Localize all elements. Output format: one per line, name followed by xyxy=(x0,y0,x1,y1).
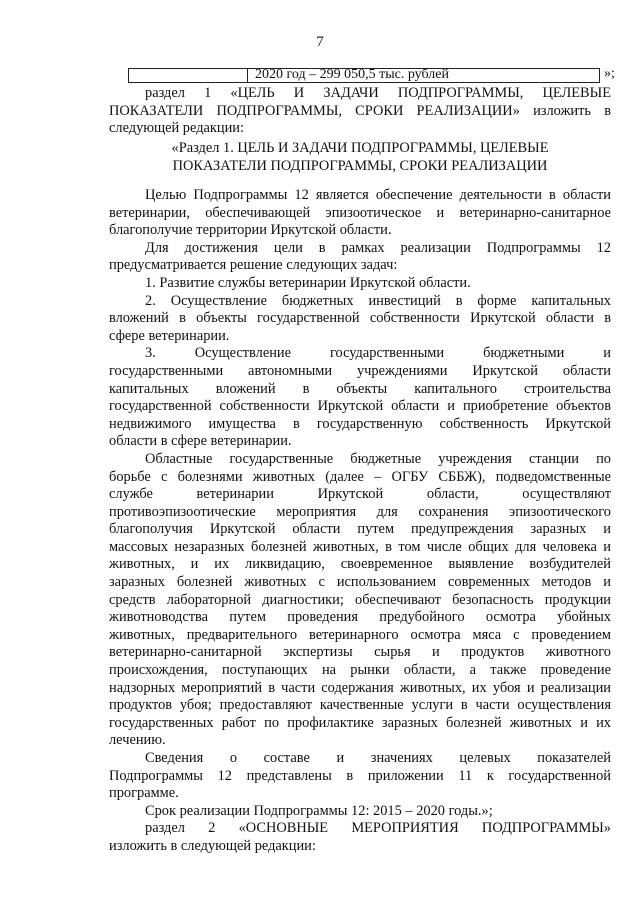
table-row-fragment xyxy=(128,68,600,83)
paragraph-line: борьбе с болезнями животных (далее – ОГБУ СББЖ), подведомственные xyxy=(109,468,611,485)
paragraph-line: происхождения, поступающих на рынки области, а также проведение xyxy=(109,662,611,679)
paragraph-line: Подпрограммы 12 представлены в приложении 11 к государственной xyxy=(109,767,611,784)
paragraph-line: животных, предварительного ветеринарного осмотра мяса с проведением xyxy=(109,626,611,643)
paragraph-line: заразных болезней животных с использованием современных методов и xyxy=(109,574,611,591)
paragraph-line: программе. xyxy=(109,785,179,802)
paragraph xyxy=(109,820,611,855)
paragraph-line: животноводства путем проведения предубойного осмотра убойных xyxy=(109,609,611,626)
paragraph-line: государственной собственности Иркутской области и приобретение объектов xyxy=(109,398,611,415)
paragraph-line: животных, и их ликвидацию, своевременное выявление возбудителей xyxy=(109,556,611,573)
paragraph-line: службе ветеринарии Иркутской области, осуществляют xyxy=(109,486,611,503)
heading-line: ПОКАЗАТЕЛИ ПОДПРОГРАММЫ, СРОКИ РЕАЛИЗАЦИИ xyxy=(172,158,548,174)
paragraph-line: капитальных вложений в объекты капитального строительства xyxy=(109,380,611,397)
paragraph xyxy=(109,240,611,275)
section-heading xyxy=(109,139,611,175)
paragraph-line: изложить в следующей редакции: xyxy=(109,837,316,854)
paragraph-line: массовых незаразных болезней животных, в том числе общих для человека и xyxy=(109,538,611,555)
paragraph-line: Для достижения цели в рамках реализации Подпрограммы 12 xyxy=(145,239,611,256)
paragraph-line: недвижимого имущества в государственную собственность Иркутской xyxy=(109,415,611,432)
paragraph-line: противоэпизоотические мероприятия для сохранения эпизоотического xyxy=(109,503,611,520)
paragraph-line: Сведения о составе и значениях целевых показателей xyxy=(145,750,611,766)
paragraph-line: Областные государственные бюджетные учреждения станции по xyxy=(145,450,611,467)
paragraph-line: средств лабораторной диагностики; обеспечивают безопасность продукции xyxy=(109,591,611,608)
table-row-tail: »; xyxy=(604,66,615,81)
intro-line: следующей редакции: xyxy=(109,120,244,137)
paragraph-line: 2. Осуществление бюджетных инвестиций в форме капитальных xyxy=(145,292,611,309)
heading-line: «Раздел 1. ЦЕЛЬ И ЗАДАЧИ ПОДПРОГРАММЫ, ЦЕЛЕВЫЕ xyxy=(171,140,549,156)
paragraph xyxy=(109,275,611,293)
paragraph-line: надзорных мероприятий в части содержания животных, их убоя и реализации xyxy=(109,679,611,696)
paragraph-line: вложений в объекты государственной собственности Иркутской области в xyxy=(109,310,611,327)
paragraph xyxy=(109,187,611,240)
paragraph xyxy=(109,803,611,821)
paragraph-line: раздел 2 «ОСНОВНЫЕ МЕРОПРИЯТИЯ ПОДПРОГРАММЫ» xyxy=(145,820,611,837)
paragraph-line: ветеринарно-санитарной экспертизы сырья и продуктов животного xyxy=(109,644,611,661)
paragraph-line: ветеринарии, обеспечивающей эпизоотическое и ветеринарно-санитарное xyxy=(109,204,611,221)
paragraph-line: государственными автономными учреждениями Иркутской области xyxy=(109,362,611,379)
table-cell-text: 2020 год – 299 050,5 тыс. рублей xyxy=(255,67,449,82)
paragraph-line: благополучия Иркутской области путем предупреждения заразных и xyxy=(109,521,611,538)
paragraph-line: Срок реализации Подпрограммы 12: 2015 – 2020 годы.»; xyxy=(145,802,493,819)
paragraph xyxy=(109,293,611,346)
paragraph-line: государственных работ по профилактике заразных болезней животных и их xyxy=(109,714,611,731)
paragraph-line: 3. Осуществление государственными бюджетными и xyxy=(145,345,611,362)
paragraph-line: сфере ветеринарии. xyxy=(109,327,230,344)
intro-line: ПОКАЗАТЕЛИ ПОДПРОГРАММЫ, СРОКИ РЕАЛИЗАЦИИ» изложить в xyxy=(109,102,611,119)
intro-block xyxy=(109,85,611,138)
paragraph-line: продуктов убоя; предоставляют качественные услуги в части осуществления xyxy=(109,697,611,714)
table-cell-divider xyxy=(247,69,248,82)
paragraph-line: 1. Развитие службы ветеринарии Иркутской области. xyxy=(145,274,471,291)
intro-line: раздел 1 «ЦЕЛЬ И ЗАДАЧИ ПОДПРОГРАММЫ, ЦЕЛЕВЫЕ xyxy=(145,85,611,101)
paragraph xyxy=(109,345,611,451)
paragraph-line: предусматривается решение следующих задач: xyxy=(109,257,398,274)
paragraph xyxy=(109,451,611,750)
body-text xyxy=(109,187,611,856)
paragraph-line: Целью Подпрограммы 12 является обеспечение деятельности в области xyxy=(145,187,611,203)
page-number: 7 xyxy=(316,34,324,50)
paragraph-line: области в сфере ветеринарии. xyxy=(109,433,292,450)
paragraph xyxy=(109,750,611,803)
paragraph-line: благополучие территории Иркутской области. xyxy=(109,222,392,239)
paragraph-line: лечению. xyxy=(109,732,166,749)
